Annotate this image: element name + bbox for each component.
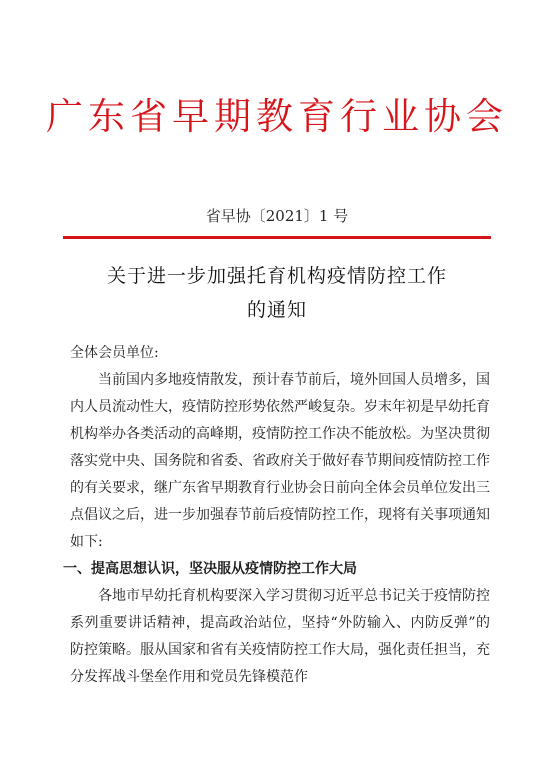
organization-title: 广东省早期教育行业协会 [46,95,508,138]
red-divider-line [63,236,491,239]
notice-body [63,340,490,691]
body-paragraph-1: 当前国内多地疫情散发，预计春节前后，境外回国人员增多，国内人员流动性大，疫情防控形势依然严峻复杂。岁末年初是早幼托育机构举办各类活动的高峰期，疫情防控工作决不能放松。为坚决贯彻落实党中央、国务院和省委、省政府关于做好春节期间疫情防控工作的有关要求，继广东省早期教育行业协会日前向全体会员单位发出三点倡议之后，进一步加强春节前后疫情防控工作，现将有关事项通知如下: [70,372,490,550]
body-paragraph-2: 各地市早幼托育机构要深入学习贯彻习近平总书记关于疫情防控系列重要讲话精神，提高政治站位，坚持“外防输入、内防反弹”的防控策略。服从国家和省有关疫情防控工作大局，强化责任担当，充分发挥战斗堡垒作用和党员先锋模范作 [70,588,490,685]
document-number: 省早协〔2021〕1 号 [205,207,349,225]
notice-title [0,259,554,327]
salutation: 全体会员单位: [70,345,159,361]
notice-title-line-2: 的通知 [246,299,307,321]
notice-title-line-1: 关于进一步加强托育机构疫情防控工作 [106,265,447,287]
section-heading-1: 一、提高思想认识，坚决服从疫情防控工作大局 [63,561,357,577]
